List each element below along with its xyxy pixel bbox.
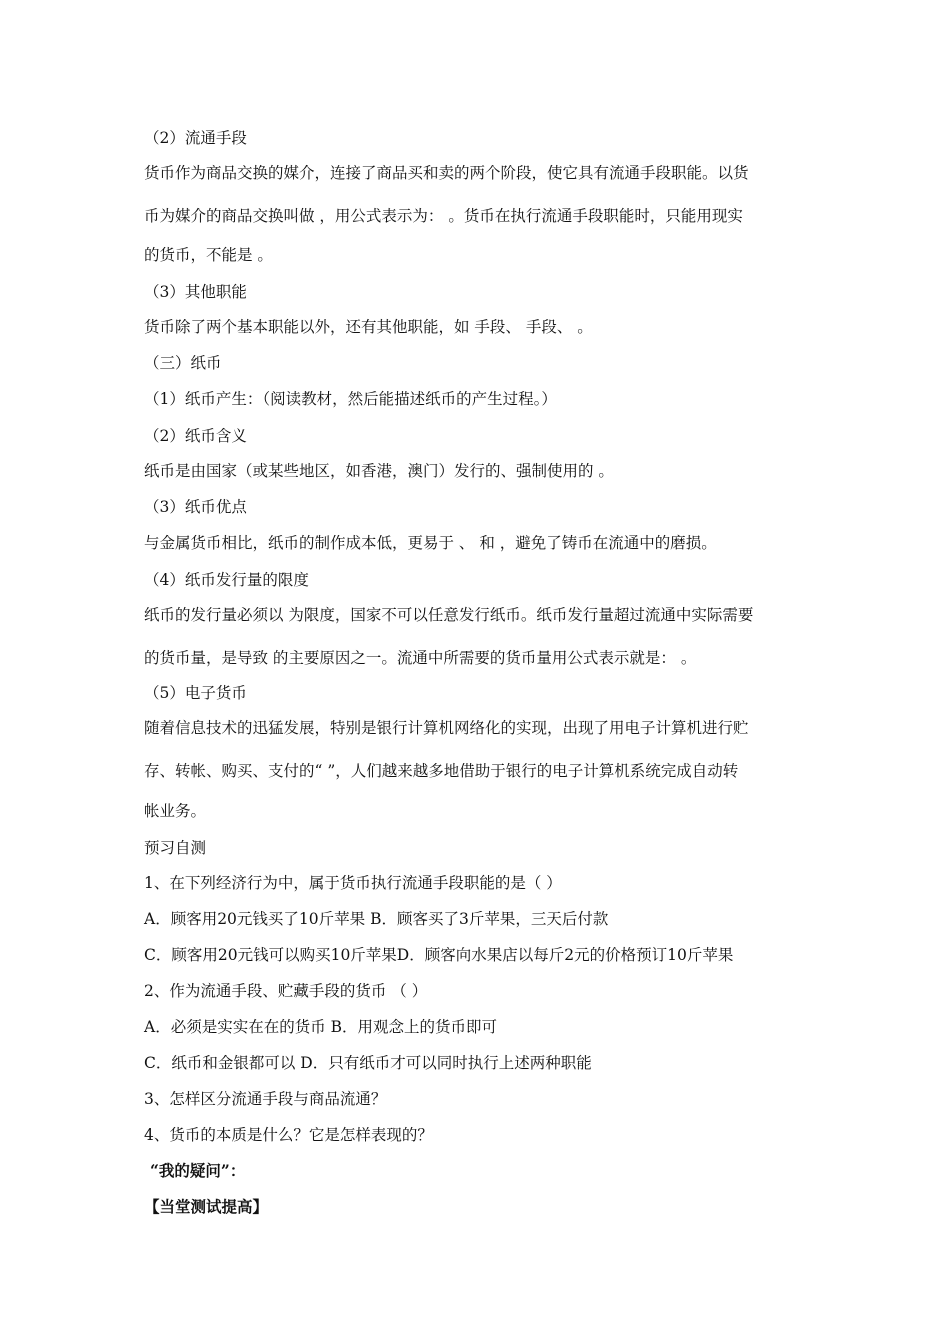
heading-circulation-means: （2）流通手段 (144, 129, 247, 147)
question-4: 4、货币的本质是什么？它是怎样表现的？ (144, 1126, 433, 1144)
paragraph-line: 的货币，不能是 。 (144, 246, 273, 264)
paragraph-line: 存、转帐、购买、支付的“ ”，人们越来越多地借助于银行的电子计算机系统完成自动转 (144, 762, 739, 780)
paragraph-line: 的货币量，是导致 的主要原因之一。流通中所需要的货币量用公式表示就是： 。 (144, 649, 697, 667)
question-2: 2、作为流通手段、贮藏手段的货币 （ ） (144, 982, 428, 1000)
paragraph-line: 纸币是由国家（或某些地区，如香港，澳门）发行的、强制使用的 。 (144, 462, 614, 480)
question-1-options-cd: C．顾客用20元钱可以购买10斤苹果D．顾客向水果店以每斤2元的价格预订10斤苹果 (144, 946, 734, 964)
paragraph-line: 币为媒介的商品交换叫做 ，用公式表示为： 。货币在执行流通手段职能时，只能用现实 (144, 207, 743, 225)
paragraph-line: 与金属货币相比，纸币的制作成本低，更易于 、 和 ，避免了铸币在流通中的磨损。 (144, 534, 717, 552)
paragraph-line: 帐业务。 (144, 802, 207, 820)
section-preview-test: 预习自测 (144, 839, 207, 857)
heading-electronic-money: （5）电子货币 (144, 684, 247, 702)
paragraph-line: 货币作为商品交换的媒介，连接了商品买和卖的两个阶段，使它具有流通手段职能。以货 (144, 164, 749, 182)
heading-issue-limit: （4）纸币发行量的限度 (144, 571, 309, 589)
heading-paper-money-origin: （1）纸币产生：（阅读教材，然后能描述纸币的产生过程。） (144, 390, 557, 408)
question-2-options-ab: A．必须是实实在在的货币 B．用观念上的货币即可 (144, 1018, 498, 1036)
classroom-test-heading: 【当堂测试提高】 (144, 1197, 269, 1216)
paragraph-line: 纸币的发行量必须以 为限度，国家不可以任意发行纸币。纸币发行量超过流通中实际需要 (144, 606, 754, 624)
question-1: 1、在下列经济行为中，属于货币执行流通手段职能的是（ ） (144, 874, 562, 892)
question-2-options-cd: C．纸币和金银都可以 D．只有纸币才可以同时执行上述两种职能 (144, 1054, 592, 1072)
paragraph-line: 货币除了两个基本职能以外，还有其他职能，如 手段、 手段、 。 (144, 318, 593, 336)
my-questions-heading: “我的疑问”： (150, 1161, 246, 1180)
heading-paper-money: （三）纸币 (144, 354, 222, 372)
heading-paper-money-advantages: （3）纸币优点 (144, 498, 247, 516)
question-3: 3、怎样区分流通手段与商品流通？ (144, 1090, 387, 1108)
heading-paper-money-meaning: （2）纸币含义 (144, 427, 247, 445)
question-1-options-ab: A．顾客用20元钱买了10斤苹果 B．顾客买了3斤苹果，三天后付款 (144, 910, 609, 928)
paragraph-line: 随着信息技术的迅猛发展，特别是银行计算机网络化的实现，出现了用电子计算机进行贮 (144, 719, 749, 737)
heading-other-functions: （3）其他职能 (144, 283, 247, 301)
